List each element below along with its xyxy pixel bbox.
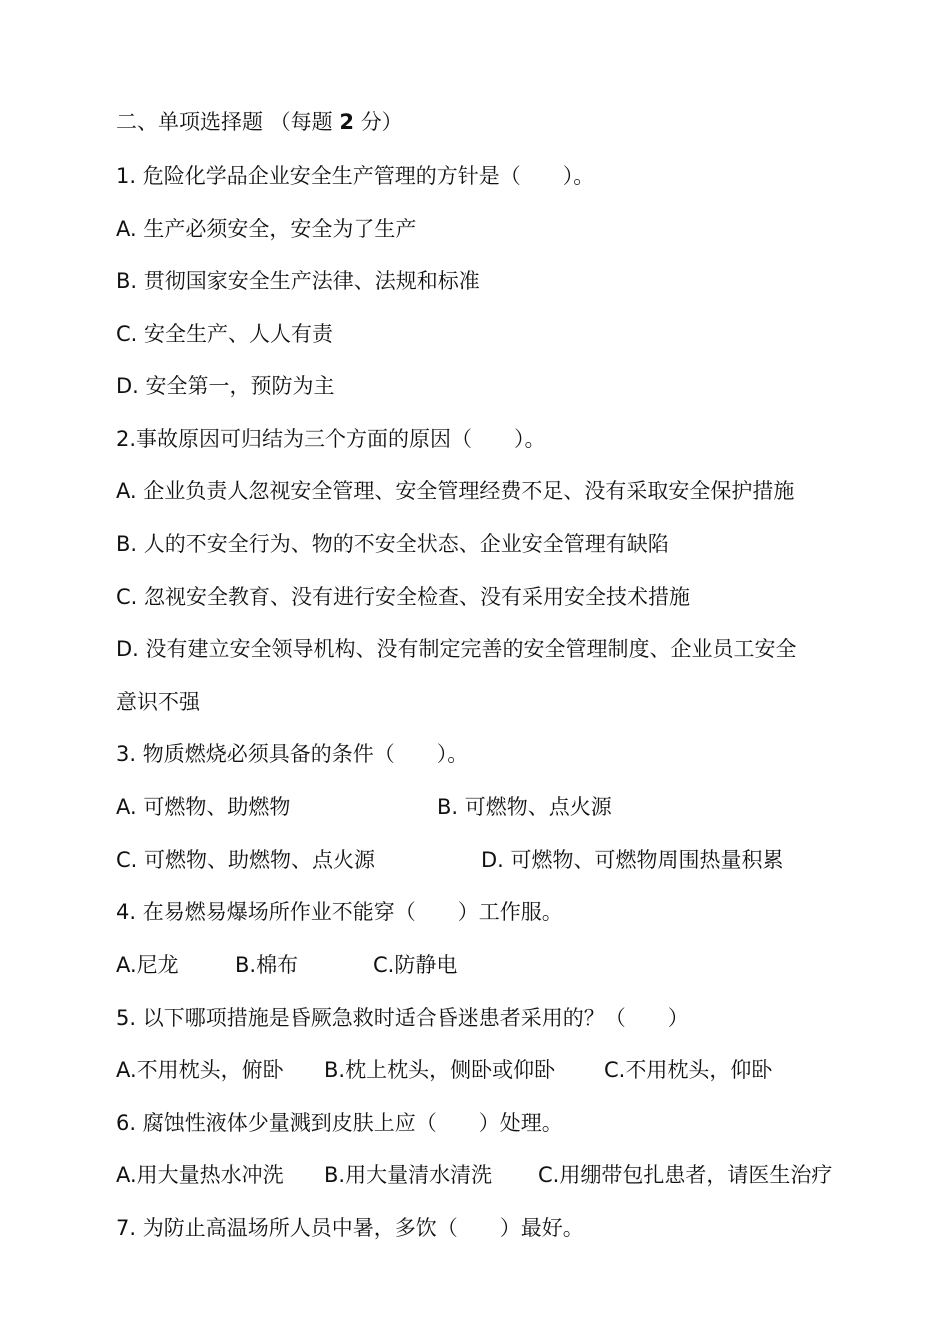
question-4-option-a: A.尼龙 bbox=[116, 953, 179, 977]
question-4-option-b: B.棉布 bbox=[235, 953, 299, 977]
question-3-stem: 3. 物质燃烧必须具备的条件（ ）。 bbox=[116, 742, 469, 766]
question-2-option-b: B. 人的不安全行为、物的不安全状态、企业安全管理有缺陷 bbox=[116, 532, 669, 556]
section-heading-prefix: 二、单项选择题 （每题 bbox=[116, 110, 333, 134]
question-6-option-a: A.用大量热水冲洗 bbox=[116, 1163, 284, 1187]
question-1-option-b: B. 贯彻国家安全生产法律、法规和标准 bbox=[116, 269, 480, 293]
question-6-option-c: C.用绷带包扎患者，请医生治疗 bbox=[538, 1163, 833, 1187]
question-3-option-d: D. 可燃物、可燃物周围热量积累 bbox=[481, 848, 784, 872]
question-4-option-c: C.防静电 bbox=[373, 953, 458, 977]
question-1-option-a: A. 生产必须安全，安全为了生产 bbox=[116, 217, 417, 241]
question-5-options-row bbox=[116, 1056, 772, 1084]
section-heading-suffix: 分） bbox=[360, 110, 403, 134]
question-1-option-c: C. 安全生产、人人有责 bbox=[116, 322, 334, 346]
question-3-options-row-2 bbox=[116, 846, 784, 874]
question-2-stem: 2.事故原因可归结为三个方面的原因（ ）。 bbox=[116, 427, 546, 451]
question-5-option-b: B.枕上枕头，侧卧或仰卧 bbox=[324, 1058, 556, 1082]
section-heading bbox=[116, 108, 403, 136]
question-3-options-row-1 bbox=[116, 793, 612, 821]
question-6-options-row bbox=[116, 1161, 832, 1189]
question-3-option-c: C. 可燃物、助燃物、点火源 bbox=[116, 848, 376, 872]
question-4-stem: 4. 在易燃易爆场所作业不能穿（ ）工作服。 bbox=[116, 900, 563, 924]
question-2-option-d-continued: 意识不强 bbox=[116, 690, 200, 714]
question-1-stem: 1. 危险化学品企业安全生产管理的方针是（ ）。 bbox=[116, 164, 595, 188]
question-5-stem: 5. 以下哪项措施是昏厥急救时适合昏迷患者采用的？（ ） bbox=[116, 1006, 689, 1030]
question-2-option-c: C. 忽视安全教育、没有进行安全检查、没有采用安全技术措施 bbox=[116, 585, 691, 609]
question-3-option-b: B. 可燃物、点火源 bbox=[437, 795, 612, 819]
question-5-option-a: A.不用枕头，俯卧 bbox=[116, 1058, 284, 1082]
question-5-option-c: C.不用枕头，仰卧 bbox=[604, 1058, 773, 1082]
question-2-option-a: A. 企业负责人忽视安全管理、安全管理经费不足、没有采取安全保护措施 bbox=[116, 479, 795, 503]
question-4-options-row bbox=[116, 951, 457, 979]
question-3-option-a: A. 可燃物、助燃物 bbox=[116, 795, 291, 819]
question-1-option-d: D. 安全第一，预防为主 bbox=[116, 374, 335, 398]
question-6-stem: 6. 腐蚀性液体少量溅到皮肤上应（ ）处理。 bbox=[116, 1111, 563, 1135]
question-6-option-b: B.用大量清水清洗 bbox=[324, 1163, 493, 1187]
question-2-option-d: D. 没有建立安全领导机构、没有制定完善的安全管理制度、企业员工安全 bbox=[116, 637, 797, 661]
question-7-stem: 7. 为防止高温场所人员中暑，多饮（ ）最好。 bbox=[116, 1216, 584, 1240]
section-heading-points: 2 bbox=[339, 110, 354, 134]
